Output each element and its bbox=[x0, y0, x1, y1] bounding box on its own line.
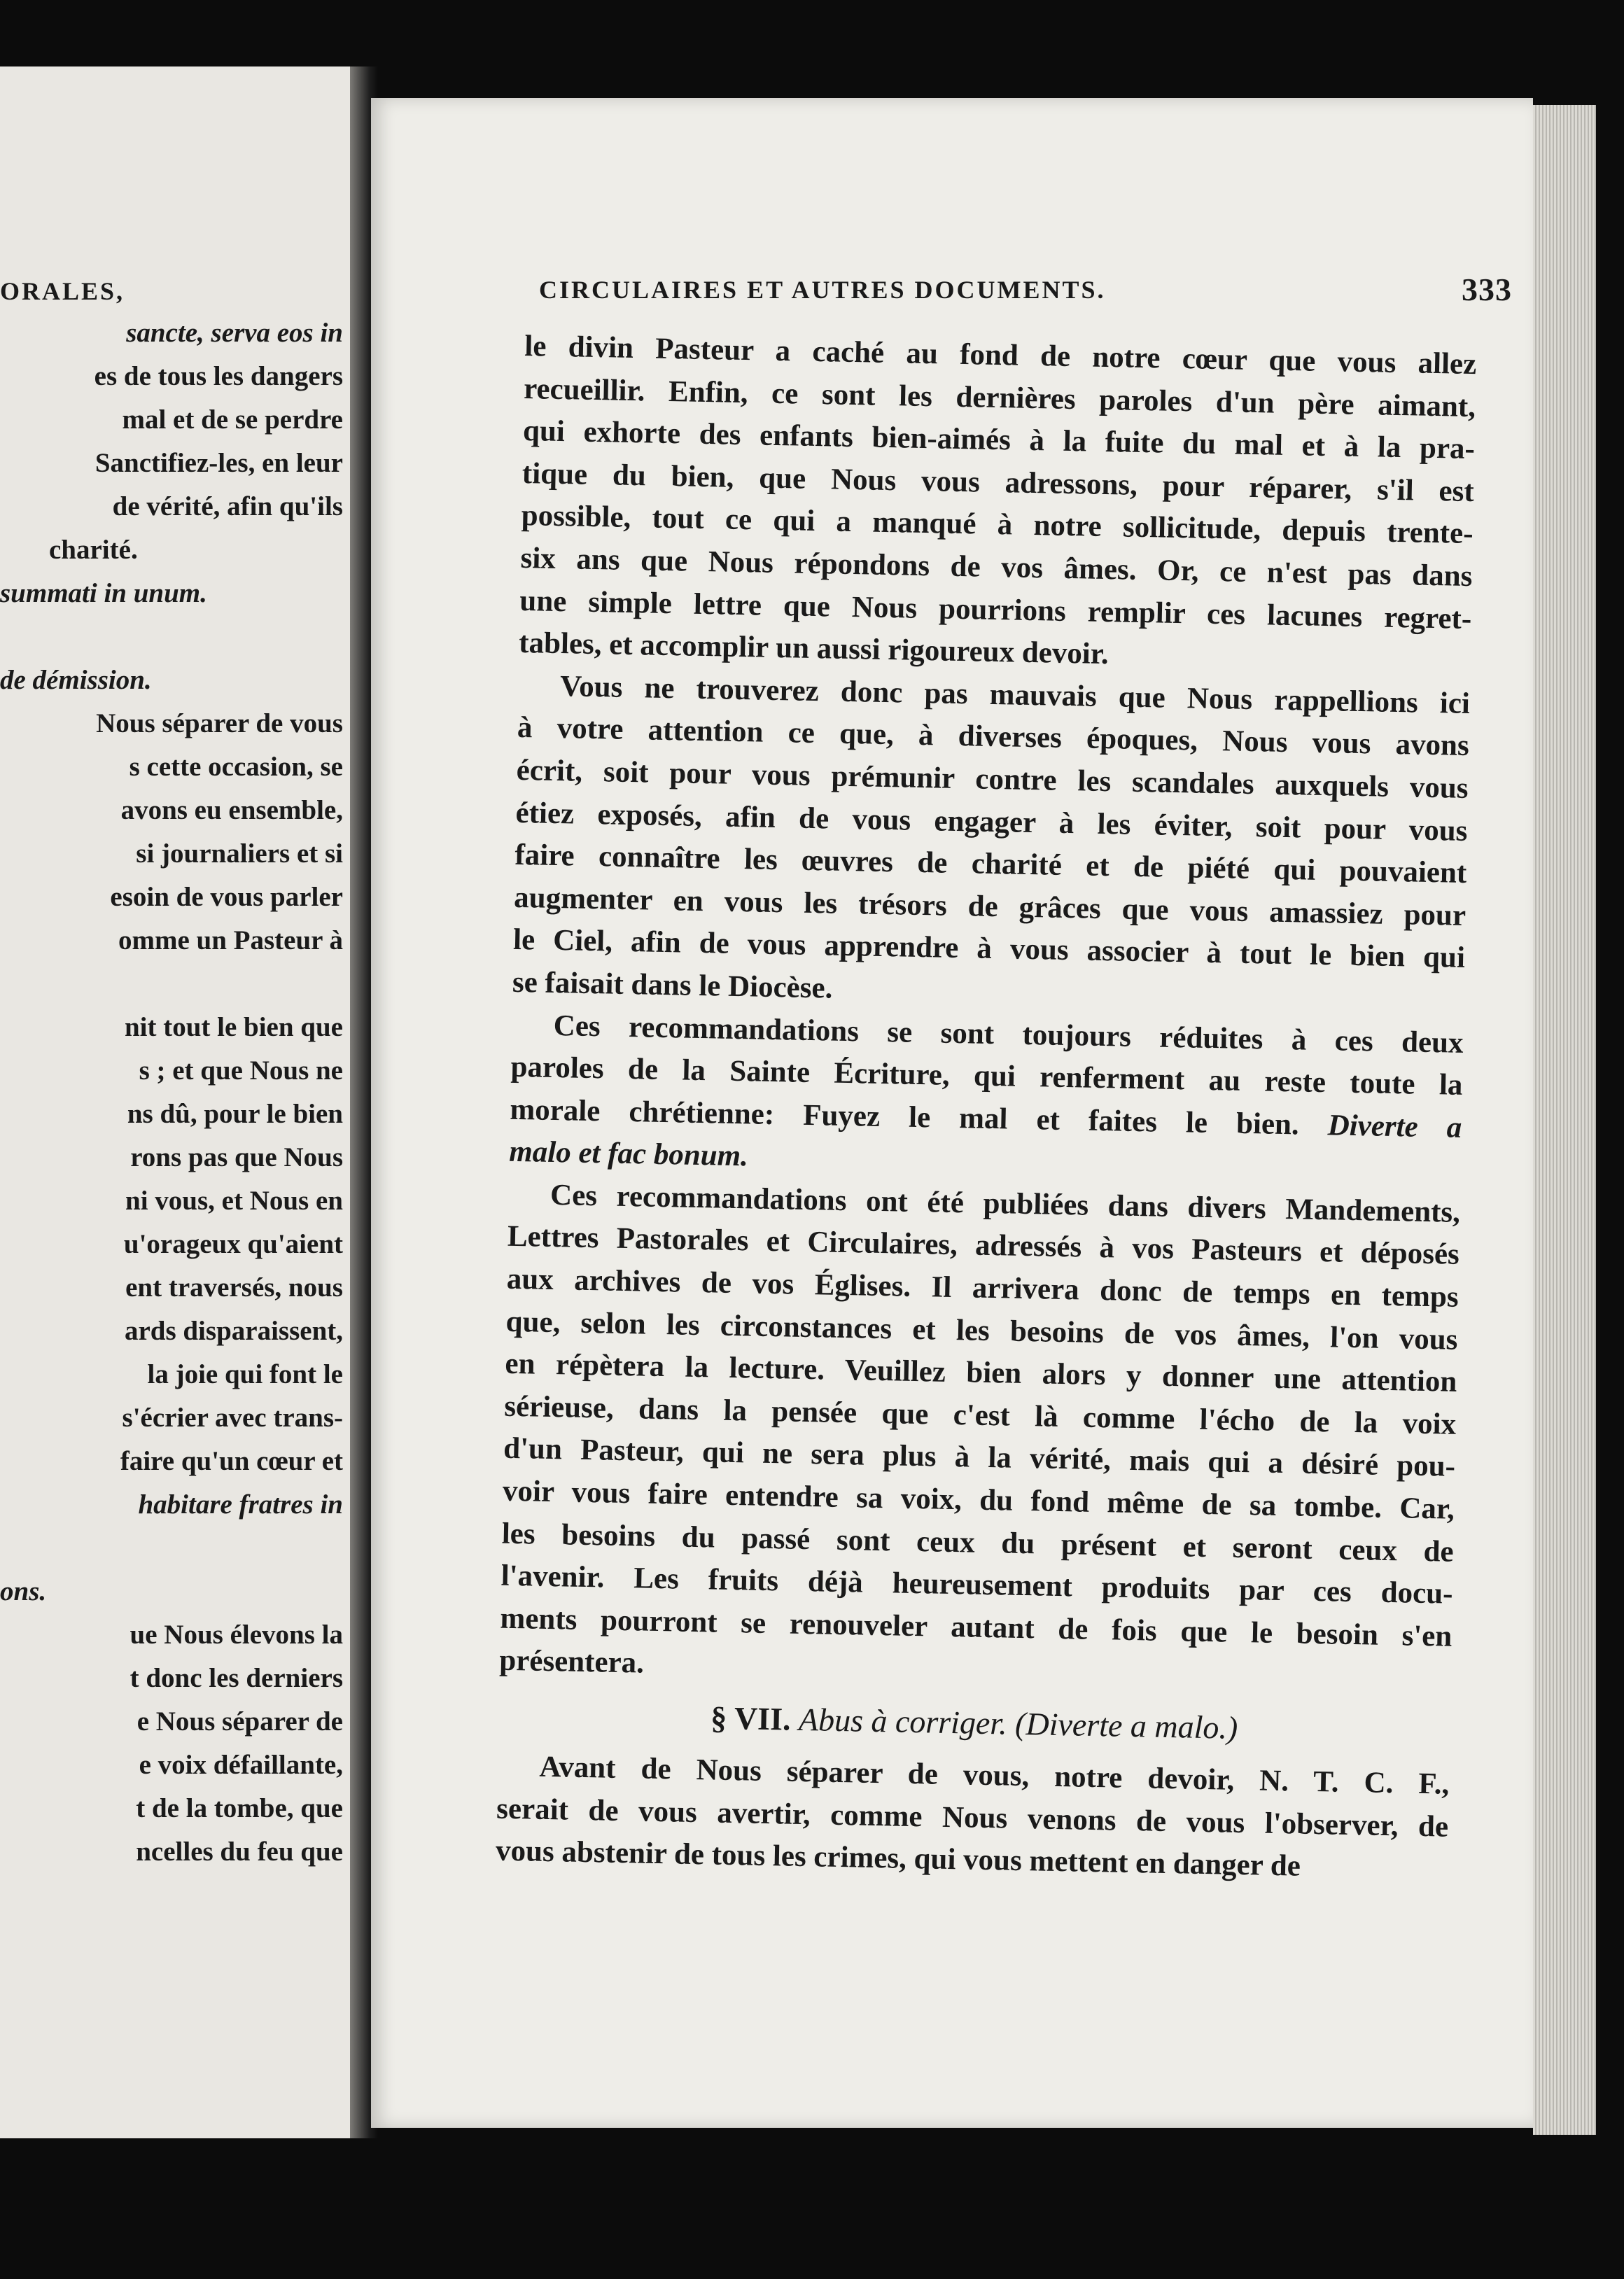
left-text-line: esoin de vous parler bbox=[110, 882, 343, 912]
left-text-line bbox=[0, 962, 343, 1006]
left-running-title: ORALES, bbox=[0, 277, 125, 305]
left-text-line: habitare fratres in bbox=[138, 1489, 343, 1520]
text-line: serait de vous avertir, comme Nous venons de vous l'observer, de bbox=[496, 1792, 1449, 1844]
left-text-line: t donc les derniers bbox=[130, 1663, 343, 1693]
paragraph-3 bbox=[509, 1004, 1513, 1193]
text-roman: morale chrétienne: Fuyez le mal et faites le bien. bbox=[510, 1093, 1300, 1142]
left-text-line: ncelles du feu que bbox=[136, 1837, 343, 1867]
latin-quote: Diverte a bbox=[1327, 1108, 1462, 1144]
text-line: voir vous faire entendre sa voix, du fond même de sa tombe. Car, bbox=[502, 1474, 1455, 1526]
text-line: six ans que Nous répondons de vos âmes. Or, ce n'est pas dans bbox=[520, 541, 1473, 594]
text-line: le divin Pasteur a caché au fond de notre cœur que vous allez bbox=[524, 329, 1477, 381]
left-text-line: ni vous, et Nous en bbox=[125, 1186, 343, 1216]
page-number: 333 bbox=[1462, 272, 1512, 307]
text-line: le Ciel, afin de vous apprendre à vous associer à tout le bien qui bbox=[512, 923, 1466, 975]
text-line: l'avenir. Les fruits déjà heureusement produits par ces docu- bbox=[500, 1559, 1453, 1611]
left-text-line: s'écrier avec trans- bbox=[122, 1403, 343, 1433]
text-line: d'un Pasteur, qui ne sera plus à la vérité, mais qui a désiré pou- bbox=[503, 1432, 1456, 1484]
left-page bbox=[0, 66, 350, 2138]
text-line: possible, tout ce qui a manqué à notre sollicitude, depuis trente- bbox=[521, 499, 1474, 551]
text-line: que, selon les circonstances et les besoins de vos âmes, l'on vous bbox=[505, 1305, 1458, 1356]
paragraph-1 bbox=[519, 325, 1526, 684]
left-text-line: summati in unum. bbox=[0, 578, 207, 608]
left-text-line: charité. bbox=[49, 535, 138, 565]
left-text-line: mal et de se perdre bbox=[122, 405, 343, 435]
left-text-line bbox=[0, 1527, 343, 1570]
left-text-line: de démission. bbox=[0, 665, 152, 695]
left-text-line: de vérité, afin qu'ils bbox=[112, 491, 343, 521]
section-title: Abus à corriger. bbox=[798, 1701, 1008, 1741]
running-title: CIRCULAIRES ET AUTRES DOCUMENTS. bbox=[539, 276, 1106, 304]
left-text-line: Sanctifiez-les, en leur bbox=[94, 448, 343, 478]
text-line: paroles de la Sainte Écriture, qui renferment au reste toute la bbox=[510, 1050, 1463, 1102]
left-text-line: sancte, serva eos in bbox=[126, 318, 343, 348]
left-text-line: nit tout le bien que bbox=[124, 1012, 343, 1042]
left-text-line: ns dû, pour le bien bbox=[127, 1099, 343, 1129]
left-text-line: Nous séparer de vous bbox=[96, 708, 343, 738]
text-line: Lettres Pastorales et Circulaires, adressés à vos Pasteurs et déposés bbox=[507, 1220, 1460, 1272]
text-line: les besoins du passé sont ceux du présent et seront ceux de bbox=[501, 1517, 1455, 1569]
text-line: à votre attention ce que, à diverses époques, Nous vous avons bbox=[517, 711, 1470, 763]
text-line: recueillir. Enfin, ce sont les dernières paroles d'un père aimant, bbox=[523, 372, 1476, 423]
text-line: ments pourront se renouveler autant de fois que le besoin s'en bbox=[500, 1601, 1452, 1653]
text-line: étiez exposés, afin de vous engager à les éviter, soit pour vous bbox=[515, 796, 1468, 848]
left-text-line: u'orageux qu'aient bbox=[123, 1229, 343, 1259]
text-line: tique du bien, que Nous vous adressons, pour réparer, s'il est bbox=[522, 456, 1475, 508]
text-line: présentera. bbox=[498, 1644, 645, 1681]
text-line: écrit, soit pour vous prémunir contre les scandales auxquels vous bbox=[516, 753, 1469, 805]
page-edges bbox=[1533, 105, 1596, 2135]
left-text-line bbox=[0, 615, 343, 659]
text-line: Ces recommandations ont été publiées dans divers Mandements, bbox=[550, 1178, 1461, 1229]
text-line: vous abstenir de tous les crimes, qui vous mettent en danger de bbox=[495, 1834, 1301, 1883]
left-text-line: faire qu'un cœur et bbox=[120, 1446, 343, 1476]
left-text-line: es de tous les dangers bbox=[94, 361, 343, 391]
paragraph-5 bbox=[496, 1746, 1499, 1892]
left-text-line: ent traversés, nous bbox=[125, 1272, 343, 1303]
left-text-line: s cette occasion, se bbox=[129, 752, 343, 782]
text-line: qui exhorte des enfants bien-aimés à la fuite du mal et à la pra- bbox=[522, 414, 1476, 466]
text-line: en répètera la lecture. Veuillez bien alors y donner une attention bbox=[505, 1347, 1457, 1399]
left-text-line: e Nous séparer de bbox=[136, 1706, 343, 1737]
section-number: § VII. bbox=[710, 1699, 792, 1737]
text-line: aux archives de vos Églises. Il arrivera donc de temps en temps bbox=[506, 1262, 1460, 1314]
left-text-line: si journaliers et si bbox=[136, 839, 343, 869]
left-text-line: e voix défaillante, bbox=[139, 1750, 343, 1780]
text-line: se faisait dans le Diocèse. bbox=[512, 965, 833, 1005]
body-text bbox=[496, 325, 1526, 1892]
left-text-line: t de la tombe, que bbox=[136, 1793, 343, 1823]
text-line: tables, et accomplir un aussi rigoureux devoir. bbox=[518, 626, 1110, 671]
text-line: Avant de Nous séparer de vous, notre devoir, N. T. C. F., bbox=[539, 1750, 1450, 1801]
left-page-text bbox=[0, 311, 343, 1874]
left-text-line: avons eu ensemble, bbox=[120, 795, 343, 825]
section-motto: (Diverte a malo.) bbox=[1014, 1705, 1238, 1746]
text-line: sérieuse, dans la pensée que c'est là comme l'écho de la voix bbox=[503, 1389, 1457, 1441]
paragraph-4 bbox=[499, 1174, 1510, 1702]
paragraph-2 bbox=[512, 665, 1519, 1023]
text-line: faire connaître les œuvres de charité et de piété qui pouvaient bbox=[514, 838, 1467, 890]
left-text-line: s ; et que Nous ne bbox=[139, 1056, 343, 1086]
latin-quote: malo et fac bonum. bbox=[508, 1135, 749, 1173]
text-line: augmenter en vous les trésors de grâces que vous amassiez pour bbox=[513, 881, 1466, 932]
text-line: une simple lettre que Nous pourrions remplir ces lacunes regret- bbox=[519, 584, 1472, 636]
left-text-line: omme un Pasteur à bbox=[118, 925, 343, 955]
left-text-line: rons pas que Nous bbox=[130, 1142, 343, 1172]
text-line: Vous ne trouverez donc pas mauvais que Nous rappellions ici bbox=[559, 669, 1471, 720]
left-text-line: ards disparaissent, bbox=[124, 1316, 343, 1346]
left-text-line: la joie qui font le bbox=[147, 1359, 343, 1389]
right-page bbox=[371, 98, 1533, 2128]
text-line: Ces recommandations se sont toujours réduites à ces deux bbox=[553, 1009, 1464, 1060]
left-text-line: ons. bbox=[0, 1576, 47, 1606]
left-text-line: ue Nous élevons la bbox=[130, 1620, 343, 1650]
